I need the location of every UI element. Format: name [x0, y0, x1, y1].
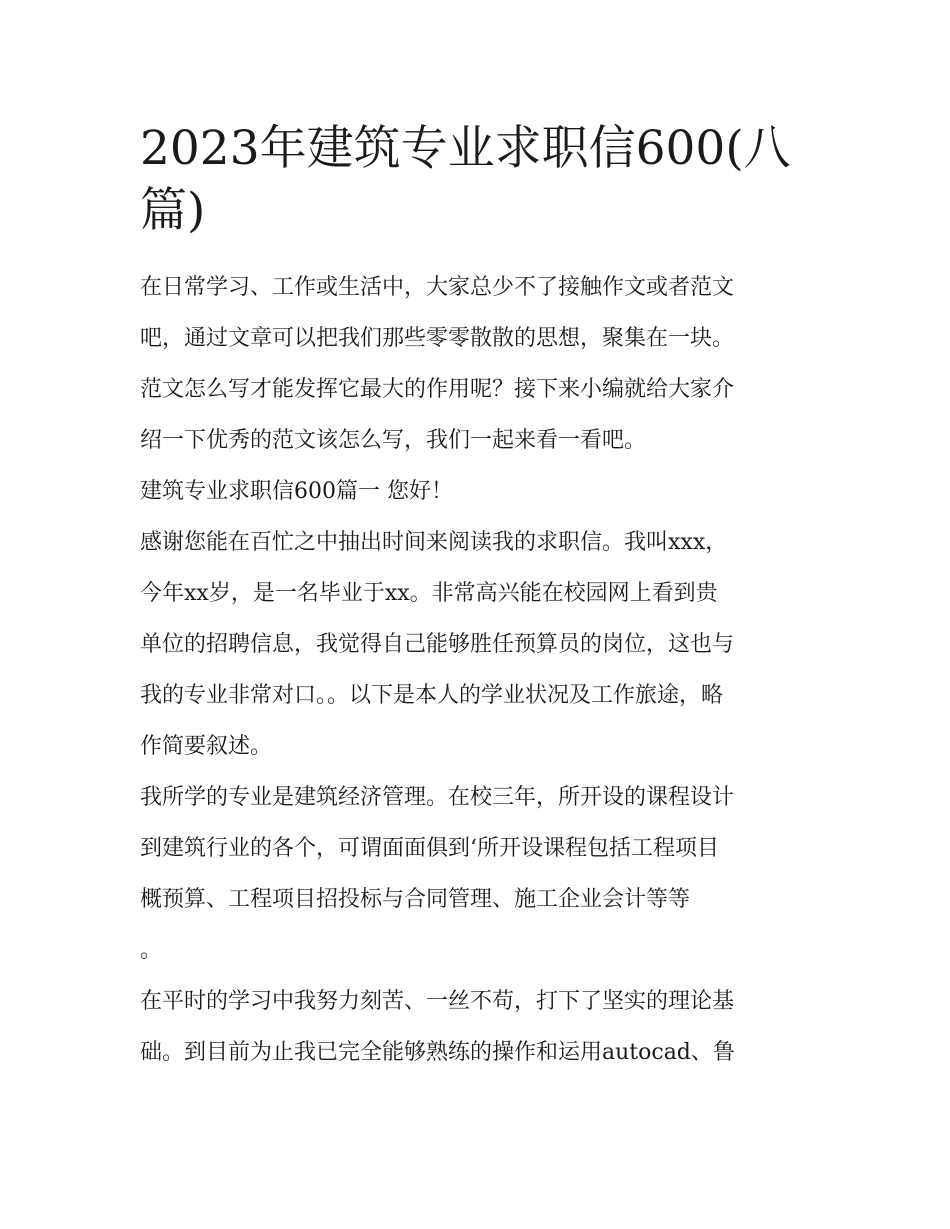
- intro-paragraph: 在日常学习、工作或生活中，大家总少不了接触作文或者范文 吧，通过文章可以把我们那些零零散散的思想，聚集在一块。 范文怎么写才能发挥它最大的作用呢？接下来小编就给大家介 绍一下优秀的范文该怎么写，我们一起来看一看吧。: [140, 275, 735, 453]
- study-skills-paragraph: 在平时的学习中我努力刻苦、一丝不苟，打下了坚实的理论基 础。到目前为止我已完全能够熟练的操作和运用autocad、鲁: [140, 989, 735, 1065]
- major-courses-paragraph: 我所学的专业是建筑经济管理。在校三年，所开设的课程设计 到建筑行业的各个，可谓面面俱到‘所开设课程包括工程项目 概预算、工程项目招投标与合同管理、施工企业会计等等 。: [140, 785, 735, 963]
- document-title: [140, 118, 820, 242]
- title-line-2: 篇): [140, 183, 206, 238]
- document-page: [140, 118, 820, 1078]
- section-heading-paragraph: 建筑专业求职信600篇一 您好！: [140, 479, 453, 504]
- self-introduction-paragraph: 感谢您能在百忙之中抽出时间来阅读我的求职信。我叫xxx， 今年xx岁，是一名毕业于xx。非常高兴能在校园网上看到贵 单位的招聘信息，我觉得自己能够胜任预算员的岗位，这也与 我的专业非常对口。。以下是本人的学业状况及工作旅途，略 作简要叙述。: [140, 530, 735, 759]
- title-line-1: 2023年建筑专业求职信600(八: [140, 121, 791, 176]
